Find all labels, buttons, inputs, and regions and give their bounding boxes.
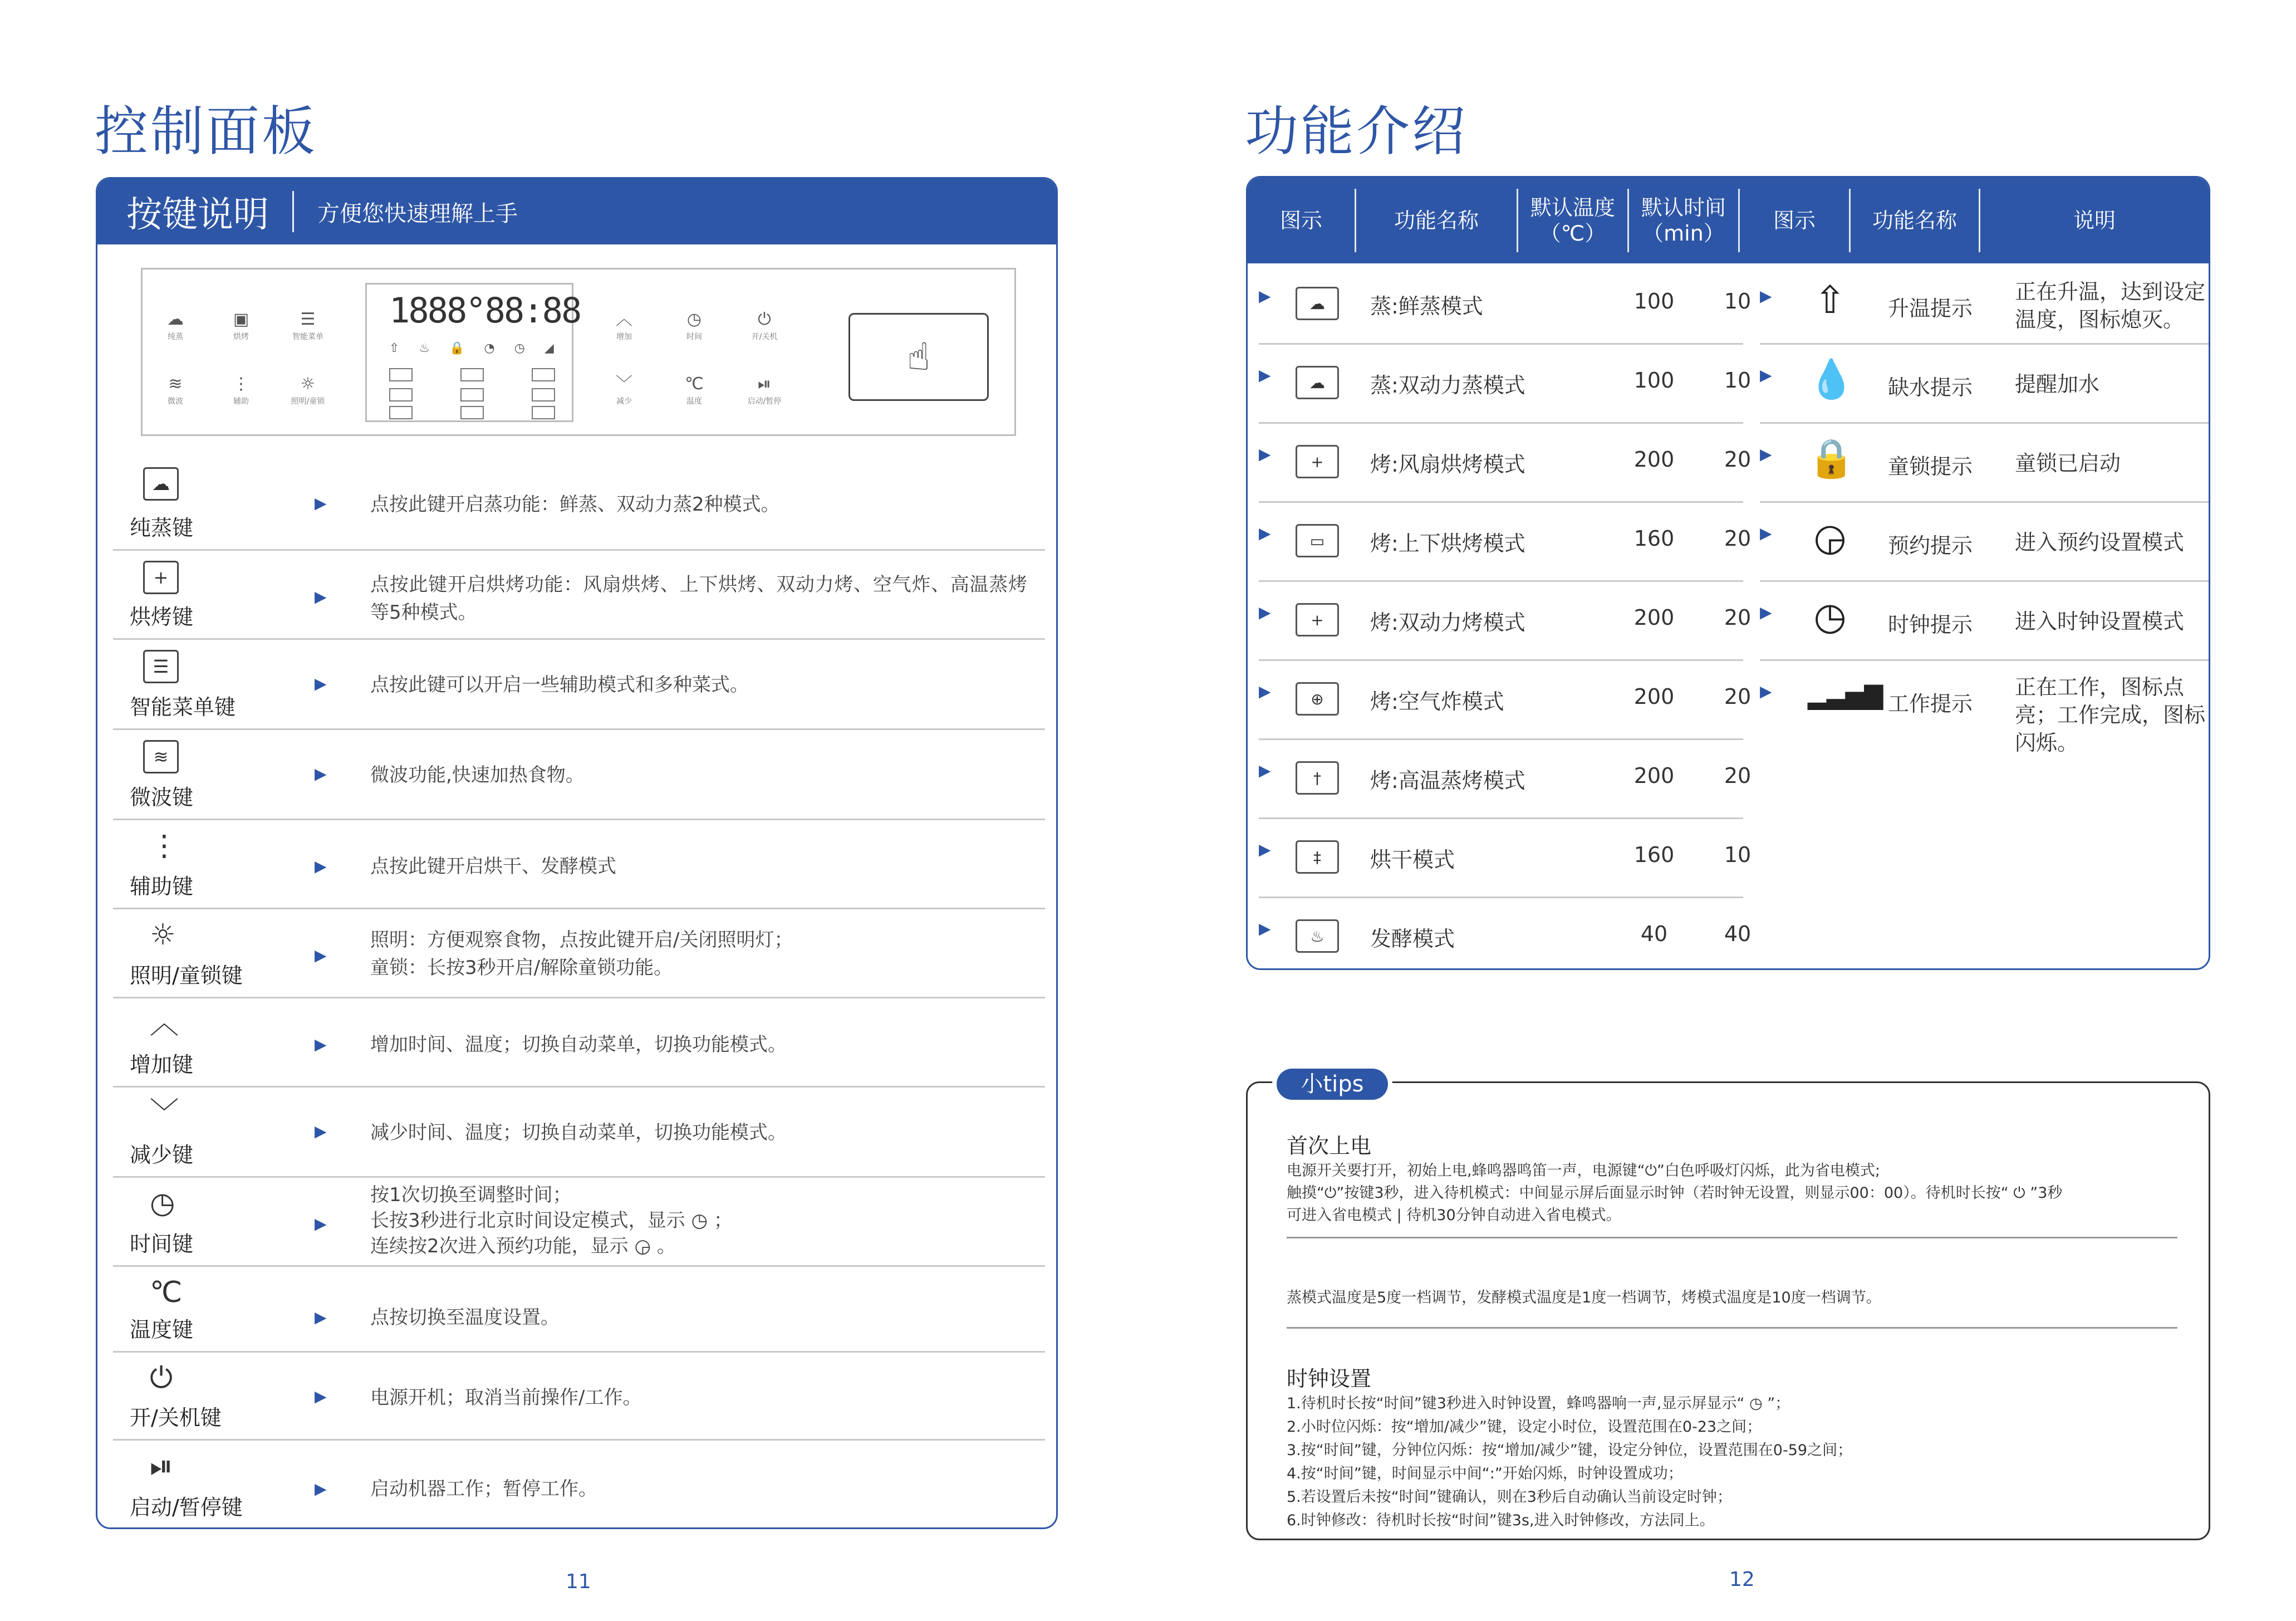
- table-row: ▶ ◷ 时钟提示 进入时钟设置模式: [1760, 583, 2210, 661]
- air-fry-icon: ⊕: [1296, 682, 1339, 716]
- diagram-key-menu: ☰ 智能菜单: [283, 308, 333, 342]
- arrow-right-icon: ▶: [315, 1387, 327, 1405]
- arrow-right-icon: ▶: [1760, 682, 1772, 701]
- arrow-right-icon: ▶: [1259, 761, 1271, 780]
- arrow-right-icon: ▶: [315, 857, 327, 875]
- reservation-icon: ◶: [1813, 516, 1847, 560]
- dual-bake-icon: +: [1296, 603, 1339, 636]
- diagram-key-up: ︿ 增加: [599, 308, 649, 342]
- touch-hand-icon: ☝: [907, 335, 930, 379]
- list-item: ︿ 增加键 ▶ 增加时间、温度；切换自动菜单，切换功能模式。: [113, 998, 1045, 1088]
- dry-icon: ‡: [1296, 840, 1339, 874]
- arrow-right-icon: ▶: [1259, 840, 1271, 859]
- lcd-mode-box: [389, 368, 413, 381]
- page-number-right: 12: [1729, 1568, 1755, 1591]
- list-item: ☰ 智能菜单键 ▶ 点按此键可以开启一些辅助模式和多种菜式。: [113, 640, 1045, 730]
- clock-setting-title: 时钟设置: [1287, 1367, 1372, 1391]
- tips-box: 小tips 首次上电 电源开关要打开，初始上电,蜂鸣器鸣笛一声，电源键“⏻”白色呼吸灯闪烁，此为省电模式; 触摸“⏻”按键3秒，进入待机模式：中间显示屏后面显示时钟（若时钟无设置，则显示00：00）。待机时长按“ ⏻ ”3秒 可进入省电模式 | 待机30分钟自动进入省电模式。 蒸模式温度是5度一档调节，发酵模式温度是1度一档调节，烤模式温度是10度一档调节。 时钟设置 1.待机时长按“时间”键3秒进入时钟设置，蜂鸣器响一声,显示屏显示“ ◷ ”； 2.小时位闪烁：按“增加/减少”键，设定小时位，设置范围在0-23之间； 3.按“时间”键，分钟位闪烁：按“增加/减少”键，设定分钟位，设置范围在0-59之间； 4.按“时间”键，时间显示中间“:”开始闪烁，时钟设置成功； 5.若设置后未按“时间”键确认，则在3秒后自动确认当前设定时钟； 6.时钟修改：待机时长按“时间”键3s,进入时钟修改，方法同上。: [1246, 1081, 2210, 1540]
- temperature-note: 蒸模式温度是5度一档调节，发酵模式温度是1度一档调节，烤模式温度是10度一档调节。: [1287, 1289, 1881, 1306]
- arrow-right-icon: ▶: [315, 587, 327, 606]
- arrow-right-icon: ▶: [315, 1214, 327, 1233]
- table-row: ▶ 🔒 童锁提示 童锁已启动: [1760, 425, 2210, 503]
- arrow-right-icon: ▶: [1259, 366, 1271, 384]
- divider: [1287, 1327, 2177, 1329]
- diagram-key-temp: ℃ 温度: [669, 373, 719, 407]
- list-item: ℃ 温度键 ▶ 点按切换至温度设置。: [113, 1267, 1045, 1353]
- temperature-icon: ℃: [685, 374, 704, 394]
- arrow-right-icon: ▶: [315, 674, 327, 693]
- heating-up-icon: ⇧: [1814, 278, 1846, 322]
- header-divider: [292, 191, 294, 232]
- chevron-up-icon: ︿: [616, 310, 632, 329]
- lcd-mode-box: [460, 406, 484, 419]
- play-pause-icon: ⏯: [150, 1449, 173, 1483]
- list-item: ≋ 微波键 ▶ 微波功能,快速加热食物。: [113, 730, 1045, 820]
- arrow-right-icon: ▶: [315, 946, 327, 964]
- arrow-right-icon: ▶: [1259, 287, 1271, 305]
- lcd-mode-box: [389, 388, 413, 401]
- clock-icon: ◷: [686, 310, 702, 329]
- microwave-key-icon: ≋: [143, 740, 179, 773]
- diagram-key-power: ⏻ 开/关机: [739, 308, 789, 342]
- lcd-mode-box: [532, 368, 555, 381]
- list-item: ☁ 纯蒸键 ▶ 点按此键开启蒸功能：鲜蒸、双动力蒸2种模式。: [113, 457, 1045, 551]
- dual-steam-icon: ☁: [1296, 366, 1339, 399]
- chevron-up-icon: ︿: [150, 1007, 179, 1041]
- steam-icon: ☁: [167, 310, 184, 329]
- list-item: ﹀ 减少键 ▶ 减少时间、温度；切换自动菜单，切换功能模式。: [113, 1088, 1045, 1178]
- list-item: ◷ 时间键 ▶ 按1次切换至调整时间； 长按3秒进行北京时间设定模式，显示 ◷ ； 连续按2次进入预约功能，显示 ◶ 。: [113, 1178, 1045, 1267]
- diagram-key-assist: ⋮ 辅助: [216, 373, 266, 407]
- arrow-right-icon: ▶: [315, 1035, 327, 1054]
- key-list: [113, 457, 1045, 1529]
- table-row: ▶ † 烤:高温蒸烤模式 200 20: [1259, 741, 1743, 819]
- left-page-title: 控制面板: [95, 100, 317, 163]
- water-shortage-icon: 💧: [1808, 357, 1855, 401]
- steam-icon: ☁: [1296, 287, 1339, 320]
- lcd-mode-box: [532, 406, 555, 419]
- ferment-icon: ♨: [1296, 919, 1339, 953]
- divider: [1287, 1237, 2177, 1238]
- panel-header: [97, 179, 1056, 244]
- table-row: ▶ ▭ 烤:上下烘烤模式 160 20: [1259, 504, 1743, 582]
- table-row: ▶ ☁ 蒸:鲜蒸模式 100 10: [1259, 267, 1743, 345]
- right-page-title: 功能介绍: [1245, 100, 1468, 163]
- arrow-right-icon: ▶: [315, 765, 327, 783]
- arrow-right-icon: ▶: [1760, 366, 1772, 384]
- key-description-panel: [96, 177, 1058, 1529]
- arrow-right-icon: ▶: [315, 1122, 327, 1140]
- diagram-key-time: ◷ 时间: [669, 308, 719, 342]
- arrow-right-icon: ▶: [315, 1308, 327, 1326]
- lcd-mode-box: [460, 388, 484, 401]
- diagram-key-down: ﹀ 减少: [599, 373, 649, 407]
- table-row: ▶ ‡ 烘干模式 160 10: [1259, 820, 1743, 898]
- first-power-title: 首次上电: [1287, 1134, 1372, 1158]
- arrow-right-icon: ▶: [1760, 445, 1772, 463]
- table-row: ▶ ⇧ 升温提示 正在升温，达到设定温度，图标熄灭。: [1760, 267, 2210, 345]
- list-item: + 烘烤键 ▶ 点按此键开启烘烤功能：风扇烘烤、上下烘烤、双动力烤、空气炸、高温蒸烤等5种模式。: [113, 551, 1045, 640]
- arrow-right-icon: ▶: [315, 494, 327, 512]
- table-row: ▶ ◶ 预约提示 进入预约设置模式: [1760, 504, 2210, 582]
- menu-icon: ☰: [300, 310, 316, 329]
- arrow-right-icon: ▶: [1259, 682, 1271, 701]
- power-icon: ⏻: [150, 1362, 173, 1395]
- lcd-mode-box: [460, 368, 484, 381]
- table-row: ▶ + 烤:双动力烤模式 200 20: [1259, 583, 1743, 661]
- diagram-key-steam: ☁ 纯蒸: [150, 308, 200, 342]
- bake-key-icon: +: [143, 561, 179, 594]
- table-row: ▶ ▂▃▅▇ 工作提示 正在工作，图标点亮；工作完成，图标闪烁。: [1760, 662, 2210, 740]
- power-icon: ⏻: [758, 310, 771, 329]
- lcd-mode-box: [532, 388, 555, 401]
- lcd-status-icons: ⇧ ♨ 🔒 ◔ ◷ ◢: [389, 341, 562, 355]
- page-number-left: 11: [566, 1570, 591, 1593]
- table-row: ▶ ⊕ 烤:空气炸模式 200 20: [1259, 662, 1743, 740]
- bake-icon: ▣: [233, 310, 249, 329]
- list-item: ⏻ 开/关机键 ▶ 电源开机；取消当前操作/工作。: [113, 1353, 1045, 1441]
- arrow-right-icon: ▶: [1760, 524, 1772, 542]
- panel-header-subtitle: 方便您快速理解上手: [317, 200, 518, 227]
- temperature-icon: ℃: [150, 1276, 183, 1309]
- table-row: ▶ 💧 缺水提示 提醒加水: [1760, 346, 2210, 424]
- table-row: ▶ ☁ 蒸:双动力蒸模式 100 10: [1259, 346, 1743, 424]
- assist-key-icon: ⋮: [150, 829, 179, 863]
- tips-label: 小tips: [1277, 1069, 1388, 1100]
- table-row: ▶ ♨ 发酵模式 40 40: [1259, 899, 1743, 970]
- steam-bake-icon: †: [1296, 761, 1339, 795]
- lcd-mode-box: [389, 406, 413, 419]
- arrow-right-icon: ▶: [1259, 524, 1271, 542]
- clock-icon: ◷: [150, 1187, 175, 1220]
- diagram-key-start: ⏯ 启动/暂停: [739, 373, 789, 407]
- arrow-right-icon: ▶: [1259, 603, 1271, 621]
- chevron-down-icon: ﹀: [616, 374, 632, 394]
- table-row: ▶ + 烤:风扇烘烤模式 200 20: [1259, 425, 1743, 503]
- working-bars-icon: ▂▃▅▇: [1808, 682, 1883, 710]
- light-icon: ☼: [300, 374, 316, 394]
- light-bulb-icon: ☼: [150, 918, 176, 952]
- lcd-digits: 1888°88:88: [389, 290, 581, 331]
- lcd-display: [365, 283, 581, 422]
- list-item: ⋮ 辅助键 ▶ 点按此键开启烘干、发酵模式: [113, 820, 1045, 909]
- control-panel-diagram: [141, 268, 1016, 436]
- assist-icon: ⋮: [233, 374, 249, 394]
- arrow-right-icon: ▶: [1259, 919, 1271, 938]
- arrow-right-icon: ▶: [1760, 603, 1772, 621]
- play-pause-icon: ⏯: [758, 374, 771, 394]
- lock-icon: 🔒: [1808, 437, 1855, 481]
- diagram-key-microwave: ≋ 微波: [150, 373, 200, 407]
- fan-bake-icon: +: [1296, 445, 1339, 478]
- chevron-down-icon: ﹀: [150, 1096, 179, 1130]
- list-item: ☼ 照明/童锁键 ▶ 照明：方便观察食物，点按此键开启/关闭照明灯； 童锁：长按3秒开启/解除童锁功能。: [113, 909, 1045, 998]
- arrow-right-icon: ▶: [1259, 445, 1271, 463]
- clock-icon: ◷: [1813, 595, 1847, 639]
- diagram-key-bake: ▣ 烘烤: [216, 308, 266, 342]
- table-header: 图示 功能名称 默认温度（℃） 默认时间（min） 图示 功能名称 说明: [1248, 178, 2209, 263]
- arrow-right-icon: ▶: [1760, 287, 1772, 305]
- function-table: [1246, 176, 2210, 970]
- diagram-key-light-lock: ☼ 照明/童锁: [283, 373, 333, 407]
- arrow-right-icon: ▶: [315, 1480, 327, 1498]
- microwave-icon: ≋: [168, 374, 183, 394]
- touch-door-button: [848, 313, 989, 401]
- panel-header-title: 按键说明: [126, 194, 269, 236]
- top-bottom-bake-icon: ▭: [1296, 524, 1339, 557]
- list-item: ⏯ 启动/暂停键 ▶ 启动机器工作；暂停工作。: [130, 1449, 597, 1520]
- menu-key-icon: ☰: [143, 650, 179, 683]
- steam-key-icon: ☁: [143, 467, 179, 501]
